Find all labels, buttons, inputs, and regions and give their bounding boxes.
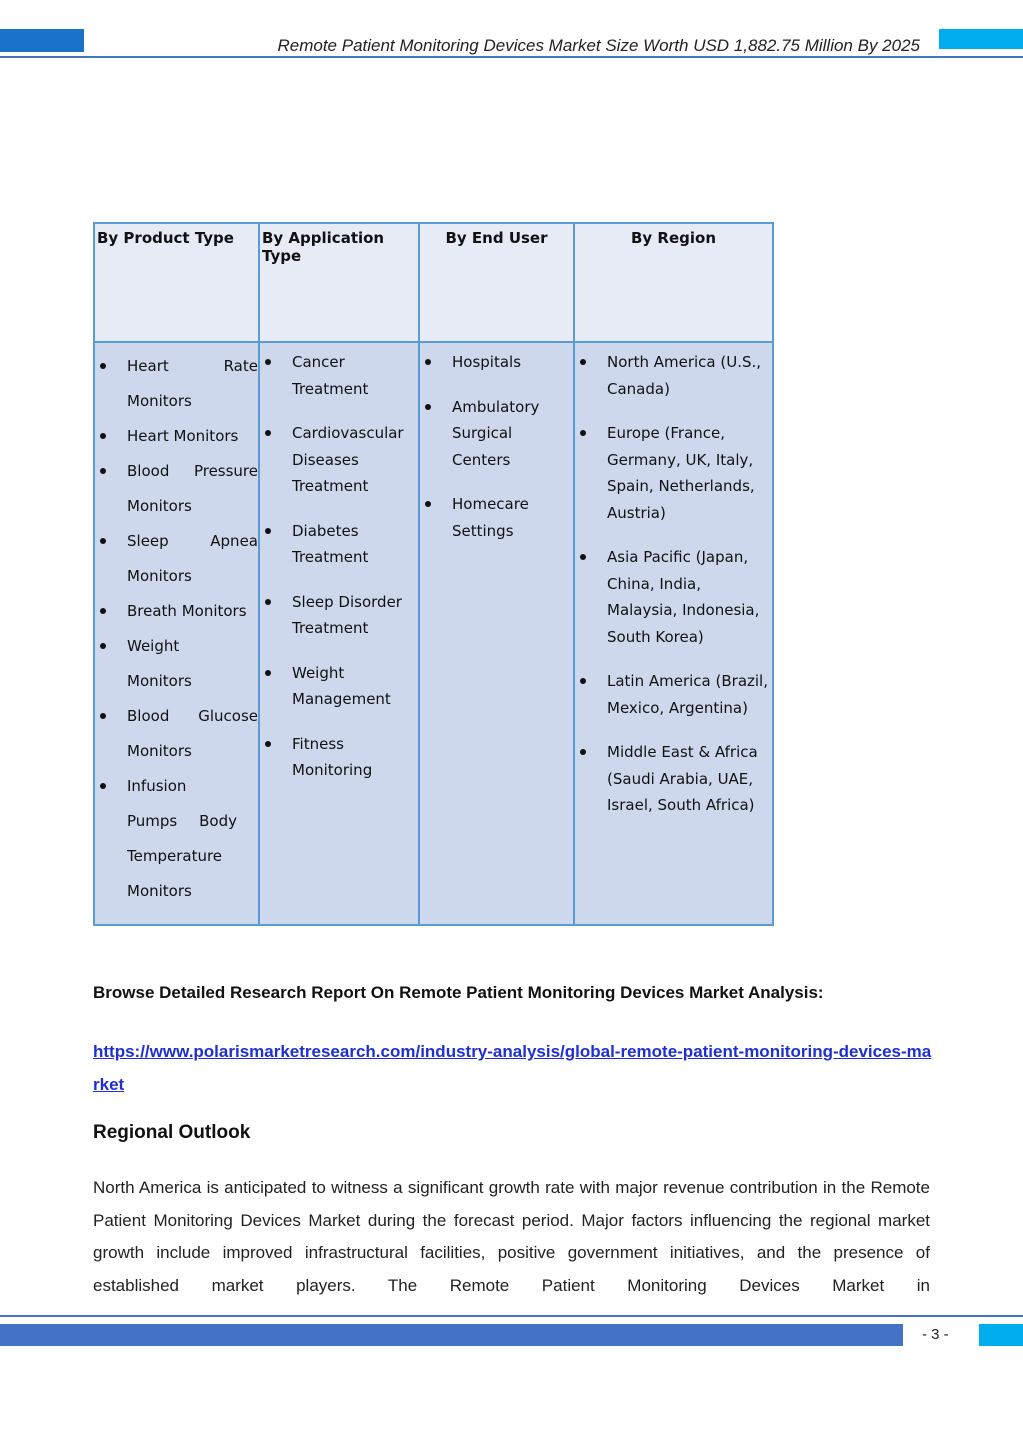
footer-accent-block-right: [979, 1324, 1023, 1346]
list-item: Sleep Apnea Monitors: [95, 524, 258, 594]
product-type-cell: [94, 342, 259, 925]
region-cell: [574, 342, 773, 925]
header-divider: [0, 56, 1023, 58]
list-item: Fitness Monitoring: [260, 731, 418, 784]
list-item: Blood Glucose Monitors: [95, 699, 258, 769]
application-type-cell: [259, 342, 419, 925]
column-header-application-type: By Application Type: [259, 223, 419, 342]
regional-outlook-paragraph: North America is anticipated to witness a significant growth rate with major revenue contribution in the Remote Patient Monitoring Devices Market during the forecast period. Major factors influencing the regional market growth include improved infrastructural facilities, positive government initiatives, and the presence of established market players. The Remote Patient Monitoring Devices Market in: [93, 1178, 930, 1295]
list-item: Europe (France, Germany, UK, Italy, Spain, Netherlands, Austria): [575, 420, 772, 526]
table-row: [94, 342, 773, 925]
list-item: Cancer Treatment: [260, 349, 418, 402]
table-header-row: [94, 223, 773, 342]
list-item: Cardiovascular Diseases Treatment: [260, 420, 418, 500]
product-type-list: [95, 349, 258, 909]
list-item: Middle East & Africa (Saudi Arabia, UAE, Israel, South Africa): [575, 739, 772, 819]
end-user-list: [420, 349, 573, 544]
list-item: Infusion Pumps Body Temperature Monitors: [95, 769, 237, 909]
list-item: Diabetes Treatment: [260, 518, 418, 571]
browse-report-label: Browse Detailed Research Report On Remote Patient Monitoring Devices Market Analysis:: [93, 983, 824, 1002]
page-number: - 3 -: [922, 1326, 949, 1343]
section-title-regional-outlook: Regional Outlook: [93, 1122, 251, 1143]
end-user-cell: [419, 342, 574, 925]
application-type-list: [260, 349, 418, 784]
list-item: Weight Management: [260, 660, 418, 713]
header-accent-block-right: [939, 29, 1023, 49]
list-item: Sleep Disorder Treatment: [260, 589, 418, 642]
list-item: Heart Monitors: [95, 419, 258, 454]
footer-divider: [0, 1315, 1023, 1317]
list-item: Ambulatory Surgical Centers: [420, 394, 542, 474]
column-header-region: By Region: [574, 223, 773, 342]
list-item: Breath Monitors: [95, 594, 258, 629]
list-item: Asia Pacific (Japan, China, India, Malaysia, Indonesia, South Korea): [575, 544, 772, 650]
list-item: Hospitals: [420, 349, 573, 376]
list-item: Heart Rate Monitors: [95, 349, 258, 419]
footer-accent-bar: [0, 1324, 903, 1346]
region-list: [575, 349, 772, 819]
list-item: Weight Monitors: [95, 629, 197, 699]
report-link[interactable]: https://www.polarismarketresearch.com/industry-analysis/global-remote-patient-monitoring-devices-market: [93, 1042, 932, 1094]
column-header-product-type: By Product Type: [94, 223, 259, 342]
list-item: Latin America (Brazil, Mexico, Argentina): [575, 668, 772, 721]
page-header-title: Remote Patient Monitoring Devices Market Size Worth USD 1,882.75 Million By 2025: [277, 36, 920, 55]
list-item: Homecare Settings: [420, 491, 542, 544]
list-item: Blood Pressure Monitors: [95, 454, 258, 524]
column-header-end-user: By End User: [419, 223, 574, 342]
segmentation-table: [93, 222, 774, 926]
list-item: North America (U.S., Canada): [575, 349, 772, 402]
